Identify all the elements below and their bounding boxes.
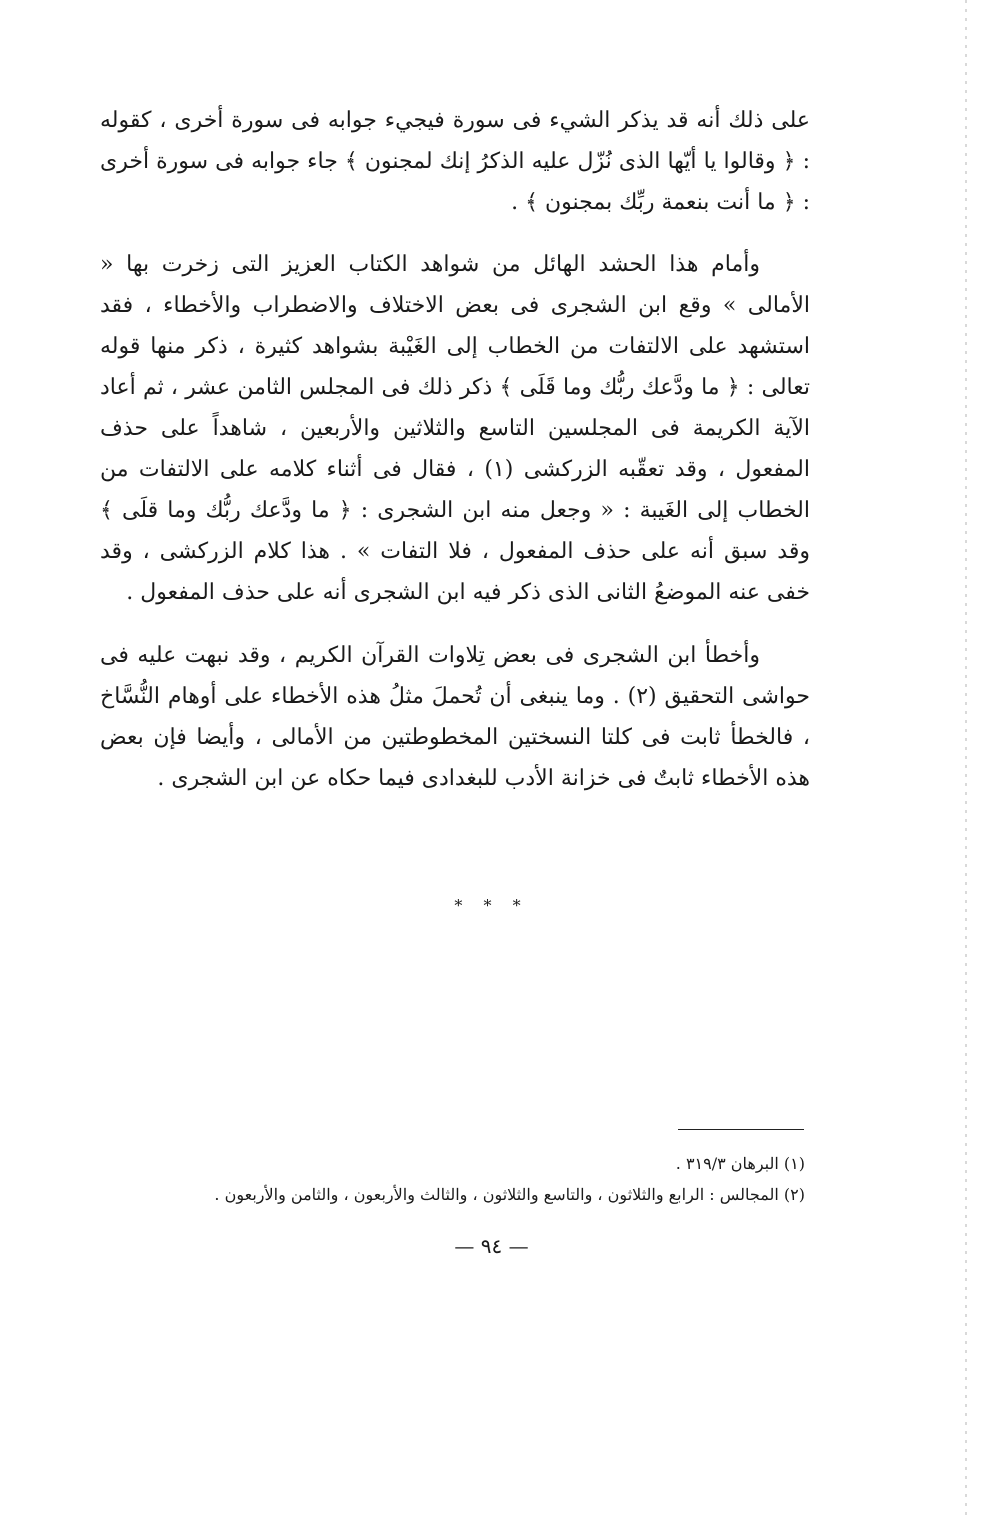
paragraph-1 — [100, 100, 810, 223]
page-number: — ٩٤ — — [454, 1234, 529, 1258]
paragraph-3-text: وأخطأ ابن الشجرى فى بعض تِلاوات القرآن الكريم ، وقد نبهت عليه فى حواشى التحقيق (٢) . وما ينبغى أن تُحملَ مثلُ هذه الأخطاء على أوهام النُّسَّاخ ، فالخطأ ثابت فى كلتا النسختين المخطوطتين من الأمالى ، وأيضا فإن بعض هذه الأخطاء ثابتٌ فى خزانة الأدب للبغدادى فيما حكاه عن ابن الشجرى . — [100, 643, 810, 791]
paragraph-3 — [100, 635, 810, 799]
paragraph-2-text: وأمام هذا الحشد الهائل من شواهد الكتاب العزيز التى زخرت بها « الأمالى » وقع ابن الشجرى فى بعض الاختلاف والاضطراب والأخطاء ، فقد استشهد على الالتفات من الخطاب إلى الغَيْبة بشواهد كثيرة ، ذكر منها قوله تعالى : ﴿ ما ودَّعك ربُّك وما قَلَى ﴾ ذكر ذلك فى المجلس الثامن عشر ، ثم أعاد الآية الكريمة فى المجلسين التاسع والثلاثين والأربعين ، شاهداً على حذف المفعول ، وقد تعقّبه الزركشى (١) ، فقال فى أثناء كلامه على الالتفات من الخطاب إلى الغَيبة : « وجعل منه ابن الشجرى : ﴿ ما ودَّعك ربُّك وما قلَى ﴾ وقد سبق أنه على حذف المفعول ، فلا التفات » . هذا كلام الزركشى ، وقد خفى عنه الموضعُ الثانى الذى ذكر فيه ابن الشجرى أنه على حذف المفعول . — [100, 252, 810, 605]
paragraph-2 — [100, 244, 810, 613]
scan-edge — [965, 0, 967, 1517]
footnote-1: (١) البرهان ٣١٩/٣ . — [675, 1154, 805, 1173]
section-separator: * * * — [454, 896, 529, 915]
paragraph-1-text: على ذلك أنه قد يذكر الشيء فى سورة فيجيء جوابه فى سورة أخرى ، كقوله : ﴿ وقالوا يا أيّها الذى نُزّل عليه الذكرُ إنك لمجنون ﴾ جاء جوابه فى سورة أخرى : ﴿ ما أنت بنعمة ربِّك بمجنون ﴾ . — [100, 108, 810, 215]
footnote-divider — [678, 1129, 804, 1130]
footnote-2: (٢) المجالس : الرابع والثلاثون ، والتاسع والثلاثون ، والثالث والأربعون ، والثامن والأربعون . — [214, 1185, 805, 1204]
footnotes — [100, 1148, 805, 1210]
